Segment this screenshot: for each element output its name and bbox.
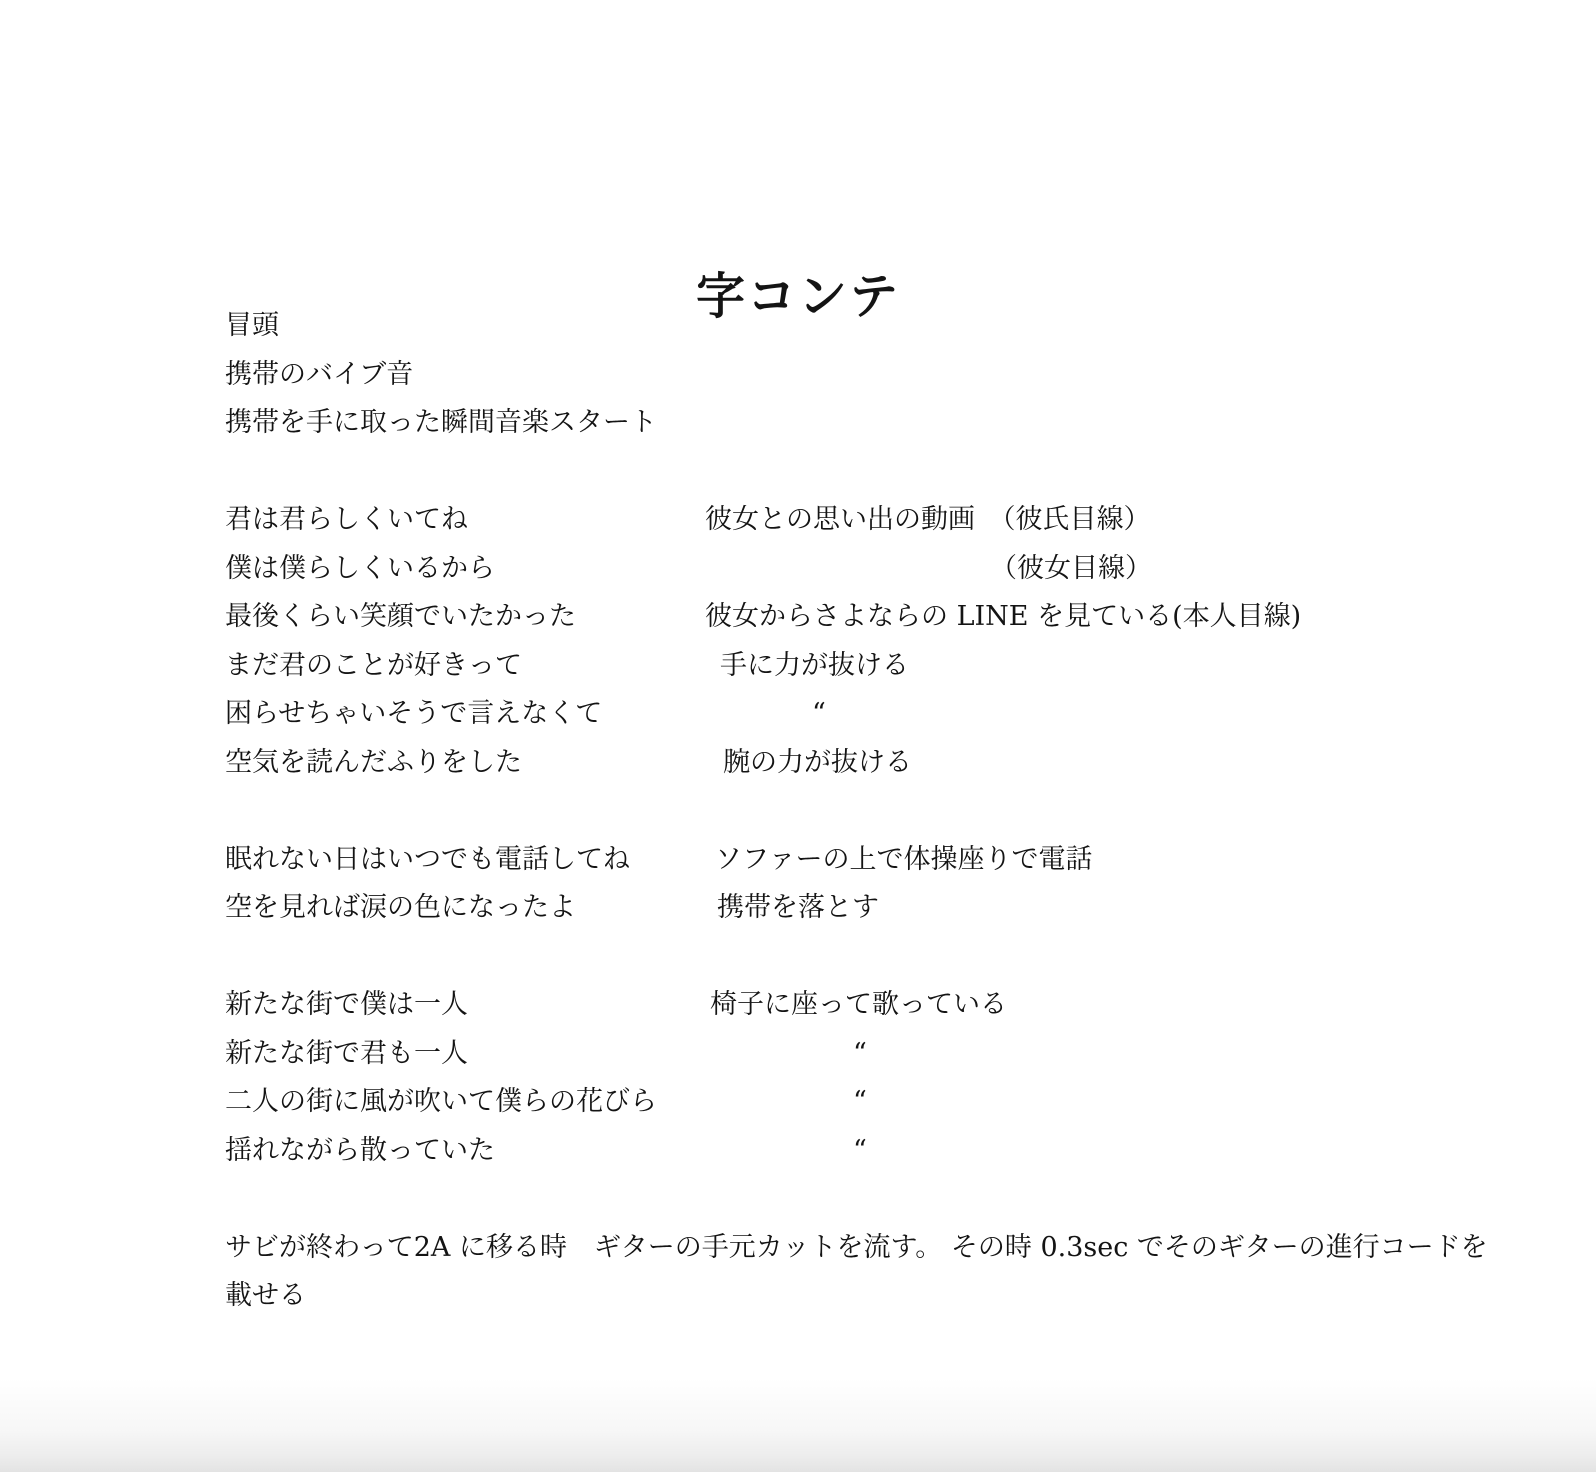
verse3-block xyxy=(225,981,1488,1175)
verse2-block xyxy=(225,836,1488,933)
ditto-mark: “ xyxy=(853,1134,867,1166)
document-text-body xyxy=(225,302,1488,1321)
lyric-line: まだ君のことが好きって xyxy=(225,649,522,681)
direction-line: 椅子に座って歌っている xyxy=(710,989,1007,1020)
lyric-line: 最後くらい笑顔でいたかった xyxy=(225,601,576,632)
lyric-line: 揺れながら散っていた xyxy=(225,1134,495,1166)
direction-line: 彼女からさよならの LINE を見ている(本人目線) xyxy=(705,601,1302,632)
intro-line: 携帯のバイブ音 xyxy=(225,358,414,390)
verse1-block xyxy=(225,496,1488,787)
script-row xyxy=(225,545,1488,594)
ditto-mark: “ xyxy=(853,1086,867,1117)
script-row xyxy=(225,690,1488,739)
script-row xyxy=(225,642,1488,691)
script-row xyxy=(225,836,1488,885)
lyric-line: 僕は僕らしくいるから xyxy=(225,552,495,584)
lyric-line: 君は君らしくいてね xyxy=(225,504,468,535)
direction-line: 手に力が抜ける xyxy=(720,649,909,681)
lyric-line: 空を見れば涙の色になったよ xyxy=(225,892,576,923)
document-title: 字コンテ xyxy=(695,266,900,325)
footer-note-line: サビが終わって2A に移る時 ギターの手元カットを流す。 その時 0.3sec でそのギターの進行コードを xyxy=(225,1231,1488,1263)
direction-line: （彼女目線） xyxy=(990,552,1152,584)
lyric-line: 新たな街で君も一人 xyxy=(225,1037,468,1069)
ditto-mark: “ xyxy=(812,698,826,729)
script-row xyxy=(225,496,1488,545)
direction-line: 彼女との思い出の動画 （彼氏目線） xyxy=(705,504,1151,535)
intro-line: 冒頭 xyxy=(225,310,279,341)
lyric-line: 新たな街で僕は一人 xyxy=(225,989,468,1020)
lyric-line: 眠れない日はいつでも電話してね xyxy=(225,843,630,875)
script-row xyxy=(225,1030,1488,1079)
lyric-line: 空気を読んだふりをした xyxy=(225,746,522,778)
script-row xyxy=(225,1078,1488,1127)
intro-block xyxy=(225,302,1488,448)
footer-note-block xyxy=(225,1224,1488,1321)
page-bottom-shadow xyxy=(0,1377,1596,1472)
lyric-line: 二人の街に風が吹いて僕らの花びら xyxy=(225,1086,657,1117)
footer-note-line: 載せる xyxy=(225,1280,306,1311)
direction-line: ソファーの上で体操座りで電話 xyxy=(715,843,1093,875)
ditto-mark: “ xyxy=(853,1037,867,1069)
lyric-line: 困らせちゃいそうで言えなくて xyxy=(225,698,603,729)
script-row xyxy=(225,1127,1488,1176)
script-row xyxy=(225,739,1488,788)
script-row xyxy=(225,593,1488,642)
direction-line: 携帯を落とす xyxy=(717,892,879,923)
intro-line: 携帯を手に取った瞬間音楽スタート xyxy=(225,407,657,438)
script-row xyxy=(225,884,1488,933)
direction-line: 腕の力が抜ける xyxy=(723,746,912,778)
script-row xyxy=(225,981,1488,1030)
